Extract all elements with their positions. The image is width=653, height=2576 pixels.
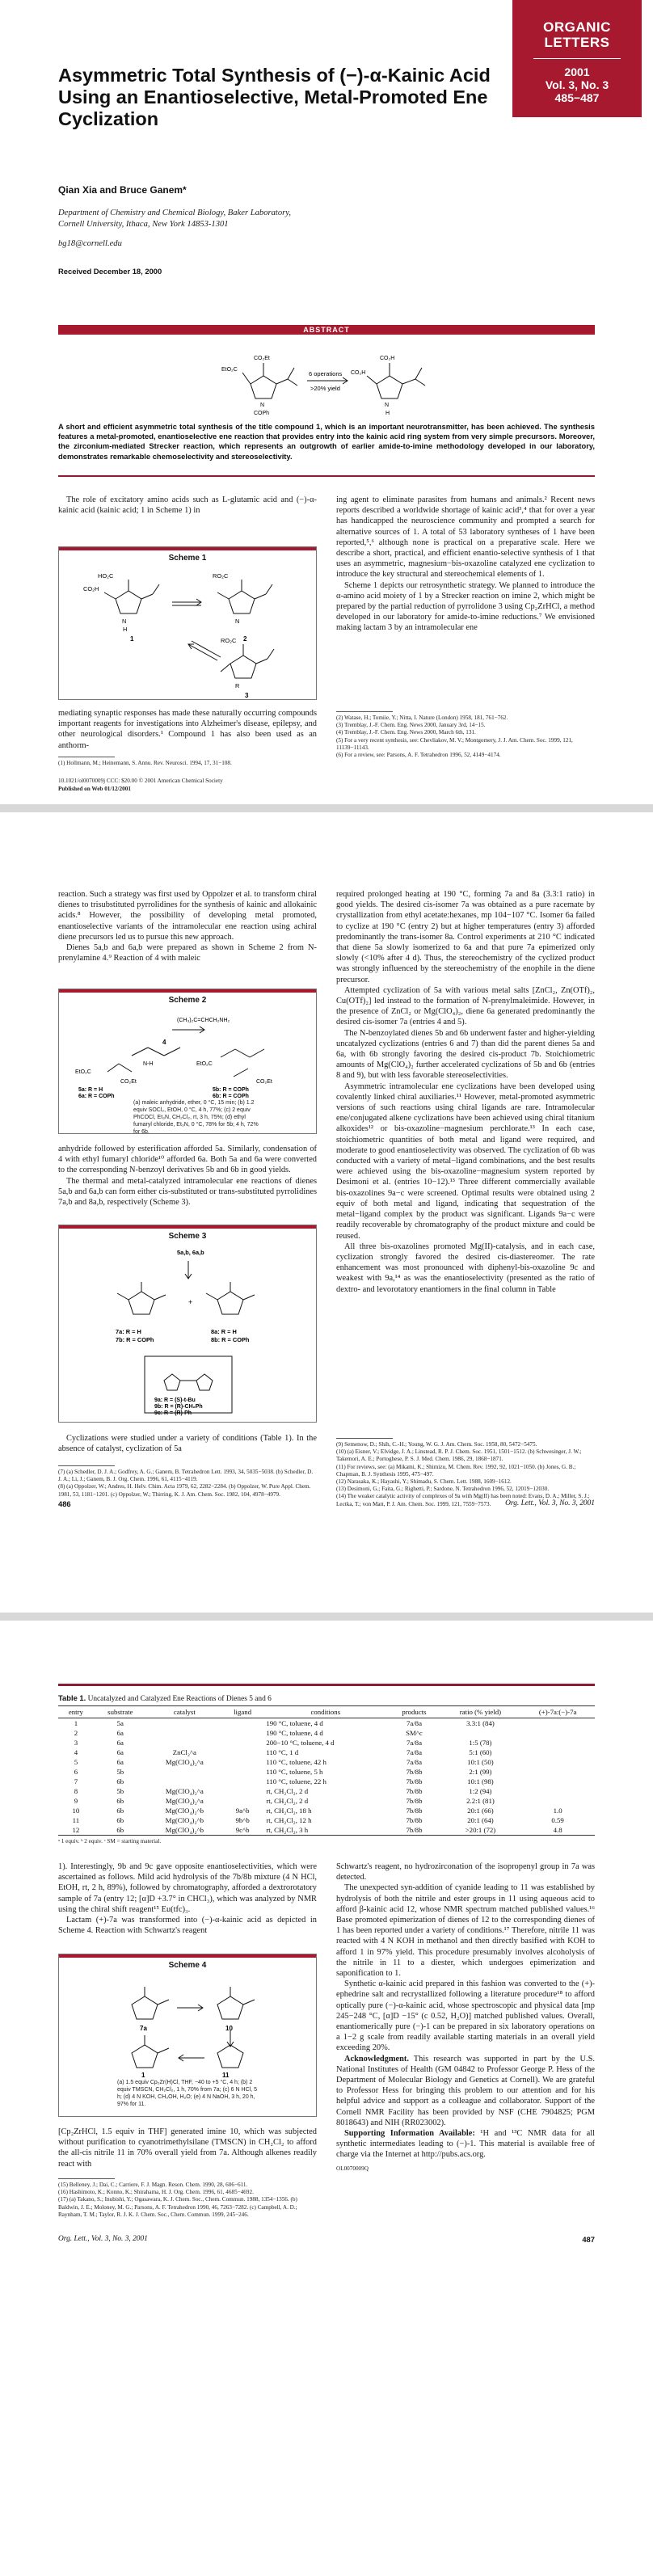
table-cell: 110 °C, toluene, 5 h bbox=[266, 1767, 323, 1776]
p2-right-para-5: All three bis-oxazolines promoted Mg(II)-catalysis, and in each case, cyclization strongly favored the desired cis-diastereomer. The rate enhancement was most pronounced with diphenyl-bis-oxazoline 9c and weakest with 9a,¹⁴ as was the enantioselectivity (presented as the ratio of dextro- and levorotatory enantiomers in the final column in Table bbox=[336, 1242, 595, 1294]
table-cell bbox=[222, 1767, 263, 1777]
scheme-4-label-11: 11 bbox=[222, 2072, 230, 2079]
scheme-4-structures bbox=[59, 1972, 318, 2077]
scheme-1-r: R bbox=[235, 682, 240, 689]
journal-brand-line2: LETTERS bbox=[544, 35, 610, 50]
table-row bbox=[58, 1767, 595, 1777]
page2-right-column bbox=[336, 889, 595, 1295]
page1-left-column-cont bbox=[58, 708, 317, 751]
table-row bbox=[58, 1825, 595, 1835]
page2-journal-footer bbox=[453, 1499, 595, 1507]
ack-text: This research was supported in part by the U.S. National Institutes of Health (GM 04842 to Professor George P. Hess of the Department of Molecular Biology and Genetics at Cornell). We are grateful to Professor Hess for bringing this problem to our attention and for his helpful advice and support as a colleague and collaborator. Support of the Cornell NMR Facility has been provided by NSF (CHE 7904825; PGM 8018643) and NIH (RR023002). bbox=[336, 2054, 595, 2127]
table-1-label: Table 1. bbox=[58, 1693, 86, 1702]
table-cell: 7b/8b bbox=[406, 1806, 423, 1815]
p2-left-para-5: Cyclizations were studied under a variety of conditions (Table 1). In the absence of catalyst, cyclization of 5a bbox=[58, 1434, 317, 1454]
journal-citation-footer: Org. Lett., Vol. 3, No. 3, 2001 bbox=[505, 1499, 595, 1507]
scheme-2-5b: 5b: R = COPh bbox=[213, 1087, 249, 1093]
table-cell: >20:1 (72) bbox=[465, 1825, 496, 1834]
table-cell bbox=[222, 1777, 263, 1786]
page3-left-column bbox=[58, 1861, 317, 1936]
table-cell bbox=[222, 1748, 263, 1757]
journal-volume-issue: Vol. 3, No. 3 bbox=[545, 78, 609, 91]
table-cell: Mg(ClO₄)₂^b bbox=[165, 1825, 204, 1834]
table-cell: 7b/8b bbox=[406, 1815, 423, 1824]
table-1-col-ratio: ratio (% yield) bbox=[440, 1706, 521, 1718]
table-cell bbox=[520, 1796, 595, 1806]
scheme-2-prenylamine: (CH₃)₂C=CHCH₂NH₂ bbox=[177, 1018, 230, 1023]
table-cell bbox=[147, 1718, 222, 1728]
scheme-1-h-left: H bbox=[123, 626, 128, 633]
author-email[interactable]: bg18@cornell.edu bbox=[58, 239, 122, 248]
table-1-col-products: products bbox=[388, 1706, 440, 1718]
table-cell: 6 bbox=[74, 1767, 78, 1776]
intro-paragraph-2: mediating synaptic responses has made these naturally occurring compounds important reagents for investigations into Alzheimer's disease, epilepsy, and other neurological disorders.¹ Compound 1 has also been used as an anthorm- bbox=[58, 709, 317, 750]
table-cell: Mg(ClO₄)₂^a bbox=[165, 1757, 204, 1766]
footnote-15: (15) Belleney, J.; Dai, C.; Carriere, F. J. Magn. Reson. Chem. 1990, 28, 606−611. bbox=[58, 2182, 248, 2188]
abstract-heading: ABSTRACT bbox=[58, 325, 595, 335]
p2-left-para-3: anhydride followed by esterification afforded 5a. Similarly, condensation of 4 with ethyl fumaryl chloride¹⁰ afforded 6a. Both 5a and 6a were converted to the corresponding N-benzoyl derivatives 5b and 6b in good yields. bbox=[58, 1145, 317, 1175]
scheme-4-label-10: 10 bbox=[225, 2025, 233, 2032]
footnote-8: (8) (a) Oppolzer, W.; Andres, H. Helv. Chim. Acta 1979, 62, 2282−2284. (b) Oppolzer, W. Pure Appl. Chem. 1981, 53, 1181−1201. (c) Oppolzer, W.; Thirring, K. J. Am. Chem. Soc. 1982, 104, 4978−4979. bbox=[58, 1483, 311, 1498]
received-date: Received December 18, 2000 bbox=[58, 267, 162, 276]
page3-number bbox=[485, 2235, 595, 2245]
table-cell: 110 °C, toluene, 42 h bbox=[266, 1757, 326, 1766]
table-cell: 190 °C, toluene, 4 d bbox=[266, 1718, 323, 1727]
table-cell: 8 bbox=[74, 1786, 78, 1795]
table-cell: 3 bbox=[74, 1738, 78, 1747]
journal-citation-footer-p3: Org. Lett., Vol. 3, No. 3, 2001 bbox=[58, 2235, 148, 2243]
footnote-10: (10) (a) Eisner, V.; Elvidge, J. A.; Linstead, R. P. J. Chem. Soc. 1951, 1501−1512. (b) Schwesinger, J. W.; Takemori, A. E.; Portoghese, P. S. J. Med. Chem. 1986, 29, 1868−1871. bbox=[336, 1448, 582, 1463]
page2-number bbox=[58, 1499, 71, 1509]
table-1-caption bbox=[58, 1693, 595, 1703]
scheme-1-n-right: N bbox=[235, 618, 240, 625]
table-cell: rt, CH₂Cl₂, 3 h bbox=[266, 1825, 309, 1834]
table-1-caption-text: Uncatalyzed and Catalyzed Ene Reactions of Dienes 5 and 6 bbox=[87, 1695, 272, 1703]
page1-right-column bbox=[336, 495, 595, 634]
table-cell: 7a/8a bbox=[406, 1748, 422, 1756]
scheme-4-conditions: (a) 1.5 equiv Cp₂Zr(H)Cl, THF, −40 to +5 °C, 4 h; (b) 2 equiv TMSCN, CH₂Cl₂, 1 h, 70% from 7a; (c) 6 N HCl, 5 h; (d) 4 N KOH, CH₃OH, H₂O; (e) 4 N NaOH, 3 h, 20 h, 97% for 11. bbox=[117, 2080, 257, 2107]
scheme-2-structures bbox=[59, 1007, 318, 1099]
table-1-grid bbox=[58, 1706, 595, 1835]
scheme-2-top-bar bbox=[59, 989, 316, 993]
affiliation-line2: Cornell University, Ithaca, New York 14853-1301 bbox=[58, 220, 229, 229]
scheme-3-top-bar bbox=[59, 1225, 316, 1229]
footnote-7: (7) (a) Schedler, D. J. A.; Godfrey, A. G.; Ganem, B. Tetrahedron Lett. 1993, 34, 5035−5038. (b) Schedler, D. J. A.; Li, J.; Ganem, B. J. Org. Chem. 1996, 61, 4115−4119. bbox=[58, 1469, 314, 1483]
page-487 bbox=[0, 1621, 653, 2576]
table-cell bbox=[147, 1767, 222, 1777]
footnote-6: (6) For a review, see: Parsons, A. F. Tetrahedron 1996, 52, 4149−4174. bbox=[336, 752, 501, 759]
p2-left-para-2: Dienes 5a,b and 6a,b were prepared as shown in Scheme 2 from N-prenylamine 4.⁹ Reaction of 4 with maleic bbox=[58, 943, 317, 963]
table-cell bbox=[520, 1748, 595, 1757]
scheme-1-ro2c-top: RO₂C bbox=[213, 572, 229, 580]
abstract-left-cophe: COPh bbox=[254, 411, 270, 416]
table-cell: rt, CH₂Cl₂, 2 d bbox=[266, 1786, 309, 1795]
table-cell bbox=[520, 1738, 595, 1748]
table-cell: 5 bbox=[74, 1757, 78, 1766]
table-cell: 6b bbox=[116, 1806, 124, 1815]
table-cell: 2 bbox=[74, 1728, 78, 1737]
table-cell: 9b^b bbox=[235, 1815, 250, 1824]
scheme-2-co2et-right: CO₂Et bbox=[256, 1079, 272, 1085]
scheme-3-8a: 8a: R = H bbox=[211, 1328, 237, 1335]
table-cell: Mg(ClO₄)₂^a bbox=[165, 1796, 204, 1805]
p2-footnote-rule-left bbox=[58, 1465, 115, 1466]
page2-left-column bbox=[58, 889, 317, 963]
table-cell: 6b bbox=[116, 1825, 124, 1834]
table-1-col-catalyst: catalyst bbox=[147, 1706, 222, 1718]
page-486 bbox=[0, 812, 653, 1613]
abstract-right-n: N bbox=[385, 403, 390, 408]
table-cell: ZnCl₂^a bbox=[172, 1748, 196, 1756]
page3-right-column bbox=[336, 1861, 595, 2173]
table-cell: 6a bbox=[116, 1728, 124, 1737]
table-cell: 3.3:1 (84) bbox=[466, 1718, 495, 1727]
footnote-13: (13) Desimoni, G.; Faita, G.; Righetti, P.; Sardone, N. Tetrahedron 1996, 52, 12019−12030. bbox=[336, 1486, 550, 1493]
scheme-2-eto2c-right: EtO₂C bbox=[196, 1061, 213, 1067]
badge-divider bbox=[533, 58, 621, 59]
abstract-graphic bbox=[218, 344, 444, 416]
footnote-rule-right bbox=[336, 711, 393, 712]
table-cell: 9 bbox=[74, 1796, 78, 1805]
abstract-arrow-bottom: >20% yield bbox=[310, 385, 340, 392]
article-id: OL0070009Q bbox=[336, 2165, 369, 2172]
table-1-col-enantio: (+)-7a:(−)-7a bbox=[520, 1706, 595, 1718]
table-row bbox=[58, 1796, 595, 1806]
table-cell: 6b bbox=[116, 1815, 124, 1824]
p3-footnote-rule-left bbox=[58, 2178, 115, 2179]
table-cell: rt, CH₂Cl₂, 12 h bbox=[266, 1815, 312, 1824]
table-cell: 5:1 (60) bbox=[469, 1748, 492, 1756]
table-cell: 110 °C, 1 d bbox=[266, 1748, 299, 1756]
table-1-col-entry: entry bbox=[58, 1706, 94, 1718]
table-cell: 7 bbox=[74, 1777, 78, 1785]
table-row bbox=[58, 1757, 595, 1767]
abstract-left-n: N bbox=[260, 403, 265, 408]
abstract-arrow-top: 6 operations bbox=[309, 370, 343, 377]
page1-left-column bbox=[58, 495, 317, 516]
p3-left-para-3: [Cp₂ZrHCl, 1.5 equiv in THF] generated imine 10, which was subjected without purification to cyanotrimethylsilane (TMSCN) in CH₂Cl₂ to afford the all-cis nitrile 11 in 70% overall yield from 7a. Although alkenes readily react with bbox=[58, 2127, 317, 2169]
table-cell: 2:1 (99) bbox=[469, 1767, 492, 1776]
p3-right-para-1: Schwartz's reagent, no hydrozirconation of the isopropenyl group in 7a was detected. bbox=[336, 1862, 595, 1882]
scheme-2-6b: 6b: R = COPh bbox=[213, 1094, 249, 1099]
footnote-9: (9) Semenow, D.; Shih, C.-H.; Young, W. G. J. Am. Chem. Soc. 1958, 80, 5472−5475. bbox=[336, 1441, 537, 1448]
table-cell bbox=[520, 1757, 595, 1767]
table-cell bbox=[147, 1728, 222, 1738]
table-cell bbox=[222, 1796, 263, 1806]
scheme-2-nh: N-H bbox=[143, 1061, 154, 1067]
table-cell: 6a bbox=[116, 1748, 124, 1756]
table-cell: 10:1 (98) bbox=[467, 1777, 494, 1785]
scheme-3-9b: 9b: R = (R)-CH₂Ph bbox=[154, 1404, 203, 1410]
table-row bbox=[58, 1815, 595, 1825]
scheme-2-title: Scheme 2 bbox=[168, 996, 207, 1005]
table-cell: 6a bbox=[116, 1738, 124, 1747]
footnote-2: (2) Watase, H.; Tomiie, Y.; Nitta, I. Nature (London) 1958, 181, 761−762. bbox=[336, 715, 508, 721]
scheme-1-structures bbox=[59, 567, 318, 701]
page2-footnotes-left bbox=[58, 1469, 317, 1499]
table-cell: 7a/8a bbox=[406, 1738, 422, 1747]
journal-pages: 485−487 bbox=[554, 91, 600, 104]
p2-left-para-4: The thermal and metal-catalyzed intramolecular ene reactions of dienes 5a,b and 6a,b can form either cis-substituted or trans-substituted pyrrolidines 7a,b and 8a,b, respectively (Scheme 3). bbox=[58, 1176, 317, 1208]
table-cell bbox=[520, 1777, 595, 1786]
table-cell: 7b/8b bbox=[406, 1796, 423, 1805]
table-cell: SM^c bbox=[406, 1728, 423, 1737]
page-number-487: 487 bbox=[582, 2235, 595, 2244]
scheme-3-8b: 8b: R = COPh bbox=[211, 1336, 250, 1343]
scheme-3-starting: 5a,b, 6a,b bbox=[177, 1249, 204, 1256]
table-cell: 7a/8a bbox=[406, 1718, 422, 1727]
scheme-3-9a: 9a: R = (S)-t-Bu bbox=[154, 1398, 196, 1403]
p2-right-para-4: Asymmetric intramolecular ene cyclizations have been developed using covalently linked chiral auxiliaries.¹¹ However, metal-promoted asymmetric versions of such reactions using chiral ligands are rare. Intramolecular ene/conjugated alkene cyclizations have been achieved using chiral titanium alkoxides¹² or bis-oxazoline−magnesium perchlorate.¹³ In each case, stoichiometric quantities of both metal and ligand were required, and moderate to good enantioselectivity was observed. The cyclization of 6b was conducted with a variety of metal−ligand combinations, and the best results were achieved using the bis-oxazoline−magnesium system reported by Desimoni et al. (entries 10−12).¹³ Three different commercially available bis-oxazolines 9a−c were screened. Optimal results were obtained using 2 equiv of both metal and ligand, indicating that sequestration of the metal−ligand complex by the product was significant. Ligands 9a−c were readily recoverable by chromatography of the product mixture and could be reused. bbox=[336, 1081, 595, 1241]
p2-right-para-3: The N-benzoylated dienes 5b and 6b underwent faster and higher-yielding uncatalyzed cyclizations (entries 6 and 7) than did the parent dienes 5a and 6a, with 6b strongly favoring the desired cis-product 7b. Stoichiometric amounts of Mg(ClO₄)₂ further accelerated cyclizations of 5b and 6b (entries 8 and 9), but with less favorable stereoselectivities. bbox=[336, 1028, 595, 1081]
scheme-2-conditions: (a) maleic anhydride, ether, 0 °C, 15 min; (b) 1.2 equiv SOCl₂, EtOH, 0 °C, 4 h, 77%; (c) 2 equiv PhCOCl, Et₃N, CH₂Cl₂, rt, 3 h, 75%; (d) ethyl fumaryl chloride, Et₃N, 0 °C, 78% for 5b; 4 h, 72% for 6b. bbox=[133, 1100, 259, 1135]
affiliation-line1: Department of Chemistry and Chemical Biology, Baker Laboratory, bbox=[58, 209, 292, 217]
abstract-bottom-rule bbox=[58, 475, 595, 477]
scheme-3-structures bbox=[59, 1243, 318, 1423]
table-cell bbox=[222, 1738, 263, 1748]
table-cell: 5a bbox=[116, 1718, 124, 1727]
si-text: ¹H and ¹³C NMR data for all synthetic intermediates leading to (−)-1. This material is available free of charge via the Internet at http://pubs.acs.org. bbox=[336, 2129, 595, 2160]
scheme-1-ho2c: HO₂C bbox=[98, 572, 114, 580]
table-cell bbox=[147, 1777, 222, 1786]
article-title: Asymmetric Total Synthesis of (−)-α-Kainic Acid Using an Enantioselective, Metal-Promoted Ene Cyclization bbox=[58, 65, 491, 129]
table-cell bbox=[222, 1718, 263, 1728]
table-cell: 0.59 bbox=[551, 1815, 564, 1824]
table-cell bbox=[440, 1728, 521, 1738]
table-cell: 11 bbox=[72, 1815, 80, 1824]
p3-supporting-info bbox=[336, 2128, 595, 2161]
table-1-bottom-rule bbox=[58, 1835, 595, 1836]
table-row bbox=[58, 1728, 595, 1738]
scheme-3-7a: 7a: R = H bbox=[116, 1328, 141, 1335]
si-heading: Supporting Information Available: bbox=[344, 2129, 475, 2139]
page3-footnotes-left bbox=[58, 2182, 317, 2219]
table-cell: 190 °C, toluene, 4 d bbox=[266, 1728, 323, 1737]
table-cell: 6a bbox=[116, 1757, 124, 1766]
table-row bbox=[58, 1777, 595, 1786]
scheme-3-plus: + bbox=[188, 1298, 193, 1306]
page-gap-1 bbox=[0, 804, 653, 812]
table-cell bbox=[520, 1786, 595, 1796]
table-cell: Mg(ClO₄)₂^b bbox=[165, 1815, 204, 1824]
journal-badge[interactable] bbox=[512, 0, 642, 117]
intro-paragraph-1: The role of excitatory amino acids such as L-glutamic acid and (−)-α-kainic acid (kainic acid; 1 in Scheme 1) in bbox=[58, 495, 317, 516]
table-cell: 20:1 (64) bbox=[467, 1815, 494, 1824]
published-line: Published on Web 01/12/2001 bbox=[58, 786, 131, 792]
scheme-3-7b: 7b: R = COPh bbox=[116, 1336, 154, 1343]
table-cell: 2.2:1 (81) bbox=[466, 1796, 495, 1805]
table-1-col-substrate: substrate bbox=[94, 1706, 147, 1718]
scheme-1-title: Scheme 1 bbox=[168, 554, 207, 563]
page1-footnotes-right bbox=[336, 715, 595, 759]
scheme-3 bbox=[58, 1225, 317, 1423]
scheme-2-eto2c-left: EtO₂C bbox=[75, 1069, 91, 1075]
scheme-1-label-3: 3 bbox=[245, 692, 249, 699]
footnote-12: (12) Narasaka, K.; Hayashi, Y.; Shimadu, S. Chem. Lett. 1988, 1609−1612. bbox=[336, 1478, 512, 1486]
table-1-col-conditions: conditions bbox=[263, 1706, 388, 1718]
abstract-right-co2h: CO₂H bbox=[351, 370, 366, 376]
table-cell: 6b bbox=[116, 1777, 124, 1785]
footnote-1: (1) Hollmann, M.; Heinemann, S. Annu. Rev. Neurosci. 1994, 17, 31−108. bbox=[58, 760, 232, 766]
footnote-5: (5) For a very recent synthesis, see: Chevliakov, M. V.; Montgomery, J. J. Am. Chem. Soc. 1999, 121, 11139−11143. bbox=[336, 736, 573, 751]
table-cell: Mg(ClO₄)₂^b bbox=[165, 1806, 204, 1815]
table-cell bbox=[520, 1728, 595, 1738]
page3-journal-footer bbox=[58, 2235, 148, 2243]
table-1-footnote: ᵃ 1 equiv. ᵇ 2 equiv. ᶜ SM = starting material. bbox=[58, 1837, 162, 1845]
scheme-3-9c: 9c: R = (R)-Ph bbox=[154, 1410, 192, 1416]
ack-heading: Acknowledgment. bbox=[344, 2054, 409, 2064]
table-1-top-rule bbox=[58, 1684, 595, 1686]
table-row bbox=[58, 1806, 595, 1815]
footnote-17: (17) (a) Takano, S.; Inubishi, Y.; Ogasawara, K. J. Chem. Soc., Chem. Commun. 1988, 1354−1356. (b) Baldwin, J. E.; Moloney, M. G.; Parsons, A. F. Tetrahedron 1990, 46, 7263−7282. (c) Campbell, A. D.; Raynham, T. M.; Taylor, R. J. K. J. Chem. Soc., Chem. Commun. 1999, 245−246. bbox=[58, 2196, 297, 2218]
p3-right-para-2: The unexpected syn-addition of cyanide leading to 11 was established by hydrolysis of both the nitrile and ester groups in 11 using aqueous acid to afford β-kainic acid 12, whose NMR spectrum matched published values.¹⁶ Base promoted epimerization of dienes of 12 to the corresponding dienes of 1 has been reported under a variety of conditions.¹⁷ Therefore, nitrile 11 was reacted with 4 N KOH in methanol and then directly basified with KOH to afford 1 in 97% yield. This procedure presumably involves alcoholysis of the nitrile in 11 to a diester, which undergoes epimerization and saponification to 1. bbox=[336, 1883, 595, 1979]
table-cell: Mg(ClO₄)₂^a bbox=[165, 1786, 204, 1795]
journal-brand-line1: ORGANIC bbox=[543, 19, 611, 35]
scheme-1-ro2c-bottom: RO₂C bbox=[221, 637, 237, 644]
table-cell: 1.0 bbox=[553, 1806, 562, 1815]
footnote-14: (14) The weaker catalytic activity of complexes of 9a with Mg(II) has been noted: Evans, D. A.; Miller, S. J.; Lectka, T.; von Matt, P. J. Am. Chem. Soc. 1999, 121, 7559−7573. bbox=[336, 1493, 590, 1507]
footnote-4: (4) Tremblay, J.-F. Chem. Eng. News 2000, March 6th, 131. bbox=[336, 729, 476, 736]
right-paragraph-2: Scheme 1 depicts our retrosynthetic strategy. We planned to introduce the α-amino acid moiety of 1 by a Strecker reaction on imine 2, which might be prepared by the partial reduction of pyrrolidone 3 using Cp₂ZrHCl, a method developed in our laboratory for amide-to-imine reductions.⁷ We envisioned making lactam 3 by an intramolecular ene bbox=[336, 580, 595, 633]
p3-right-para-3: Synthetic α-kainic acid prepared in this fashion was converted to the (+)-ephedrine salt and recrystallized following a literature procedure¹⁸ to afford optically pure (−)-α-kainic acid, whose spectroscopic and physical data [mp 245−248 °C, [α]D −15° (c 0.52, H₂O)] matched published values. Overall, enantiomerically pure (−)-1 can be prepared in six laboratory operations on a 1−2 g scale from readily available starting materials in an overall yield exceeding 20%. bbox=[336, 1979, 595, 2053]
p3-left-para-2: Lactam (+)-7a was transformed into (−)-α-kainic acid as depicted in Scheme 4. Reaction with Schwartz's reagent bbox=[58, 1916, 317, 1936]
footnote-3: (3) Tremblay, J.-F. Chem. Eng. News 2000, January 3rd, 14−15. bbox=[336, 722, 486, 729]
table-cell: 12 bbox=[72, 1825, 80, 1834]
table-cell: 7b/8b bbox=[406, 1786, 423, 1795]
scheme-1 bbox=[58, 546, 317, 700]
scheme-4-label-7a: 7a bbox=[140, 2025, 147, 2032]
table-cell bbox=[147, 1738, 222, 1748]
scheme-2-co2et-left: CO₂Et bbox=[120, 1079, 137, 1085]
table-cell: 20:1 (66) bbox=[467, 1806, 494, 1815]
scheme-3-title: Scheme 3 bbox=[168, 1232, 207, 1241]
footnote-11: (11) For reviews, see: (a) Mikami, K.; Shimizu, M. Chem. Rev. 1992, 92, 1021−1050. (b) Jones, G. B.; Chapman, B. J. Synthesis 1995, 475−497. bbox=[336, 1463, 576, 1478]
p3-left-para-1: 1). Interestingly, 9b and 9c gave opposite enantioselectivities, which were ascertained as follows. Mild acid hydrolysis of the 7b/8b mixture (4 N HCl, EtOH, rt, 2 h, 89%), followed by chromatography, afforded a dextrorotatory sample of 7a (entry 12; [α]D +3.7° in CHCl₃), which was analyzed by NMR using the chiral shift reagent¹⁵ Eu(tfc)₃. bbox=[58, 1862, 317, 1914]
table-1-body bbox=[58, 1718, 595, 1835]
page2-footnotes-right bbox=[336, 1441, 595, 1508]
table-row bbox=[58, 1786, 595, 1796]
page3-left-column-cont bbox=[58, 2127, 317, 2169]
abstract-left-ester2: CO₂Et bbox=[254, 356, 270, 361]
table-cell bbox=[520, 1767, 595, 1777]
table-1-col-ligand: ligand bbox=[222, 1706, 263, 1718]
doi-line: 10.1021/ol0070009j CCC: $20.00 © 2001 American Chemical Society bbox=[58, 778, 223, 784]
page2-left-column-cont bbox=[58, 1144, 317, 1208]
p2-right-para-2: Attempted cyclization of 5a with various metal salts [ZnCl₂, Zn(OTf)₂, Cu(OTf)₂] led instead to the formation of N-prenylmaleimide. However, in the presence of ZnCl₂ or Mg(ClO₄)₂, diene 6a generated predominantly the desired cis-isomer 7a (entries 4 and 5). bbox=[336, 985, 595, 1027]
scheme-1-label-2: 2 bbox=[243, 635, 247, 643]
table-cell bbox=[222, 1786, 263, 1796]
table-cell: 10:1 (50) bbox=[467, 1757, 494, 1766]
scheme-1-top-bar bbox=[59, 547, 316, 550]
p2-footnote-rule-right bbox=[336, 1438, 393, 1439]
right-paragraph-1: ing agent to eliminate parasites from humans and animals.² Recent news reports described a worldwide shortage of kainic acid³,⁴ that for over a year has handicapped the neuroscience community and prompted a search for alternative sources of 1. A total of 53 laboratory syntheses of 1 have been reported,⁵,⁶ although none is practical on a preparative scale. Here we describe a short, practical, and efficient enantio-selective synthesis of 1 that uses an asymmetric, magnesium−bis-oxazoline catalyzed ene cyclization to introduce the key structural and stereochemical elements of 1. bbox=[336, 495, 595, 580]
scheme-2-6a: 6a: R = COPh bbox=[78, 1094, 115, 1099]
scheme-4-label-1: 1 bbox=[141, 2072, 145, 2079]
scheme-1-label-1: 1 bbox=[130, 635, 134, 643]
scheme-4 bbox=[58, 1954, 317, 2117]
table-cell: 7a/8a bbox=[406, 1757, 422, 1766]
table-cell: 4.8 bbox=[553, 1825, 562, 1834]
p2-left-para-1: reaction. Such a strategy was first used by Oppolzer et al. to transform chiral dienes to trisubstituted pyrrolidines for the synthesis of kainic and allokainic acids.⁸ However, the possibility of developing metal promoted, enantioselective variants of the intramolecular ene reaction using achiral diene precursors led us to pursue this new approach. bbox=[58, 890, 317, 942]
table-cell bbox=[520, 1718, 595, 1728]
table-row bbox=[58, 1738, 595, 1748]
table-cell: 7b/8b bbox=[406, 1767, 423, 1776]
table-cell: 6b bbox=[116, 1796, 124, 1805]
p3-acknowledgment bbox=[336, 2054, 595, 2128]
table-cell: 1:2 (94) bbox=[469, 1786, 492, 1795]
journal-year: 2001 bbox=[564, 65, 590, 78]
table-cell: 1:5 (78) bbox=[469, 1738, 492, 1747]
abstract-right-h: H bbox=[385, 411, 390, 416]
table-cell bbox=[222, 1728, 263, 1738]
footnote-16: (16) Hashimoto, K.; Konno, K.; Shirahama, H. J. Org. Chem. 1996, 61, 4685−4692. bbox=[58, 2189, 254, 2196]
table-row bbox=[58, 1748, 595, 1757]
abstract-left-ester: EtO₂C bbox=[221, 367, 238, 373]
table-cell: 1 bbox=[74, 1718, 78, 1727]
article-affiliation bbox=[58, 208, 478, 250]
table-cell: rt, CH₂Cl₂, 18 h bbox=[266, 1806, 312, 1815]
scheme-2-label-4: 4 bbox=[162, 1039, 166, 1046]
table-cell: 9a^b bbox=[235, 1806, 250, 1815]
table-cell: 5b bbox=[116, 1767, 124, 1776]
page-485 bbox=[0, 0, 653, 808]
table-cell: 5b bbox=[116, 1786, 124, 1795]
abstract-text: A short and efficient asymmetric total synthesis of the title compound 1, which is an important neurotransmitter, has been achieved. The synthesis features a metal-promoted, enantioselective ene reaction that provides entry into the kainic acid ring system from very simple precursors. Moreover, the zirconium-mediated Strecker reaction, which represents an outgrowth of earlier amide-to-imine methodology developed in our laboratory, demonstrates remarkable chemoselectivity and stereoselectivity. bbox=[58, 422, 595, 461]
table-1-header-row bbox=[58, 1706, 595, 1718]
article-authors: Qian Xia and Bruce Ganem* bbox=[58, 184, 187, 196]
table-cell: 200−10 °C, toluene, 4 d bbox=[266, 1738, 335, 1747]
table-cell: 7b/8b bbox=[406, 1777, 423, 1785]
page-gap-2 bbox=[0, 1613, 653, 1621]
scheme-2-5a: 5a: R = H bbox=[78, 1087, 103, 1093]
scheme-2 bbox=[58, 989, 317, 1134]
scheme-4-top-bar bbox=[59, 1954, 316, 1958]
table-1 bbox=[58, 1693, 595, 1845]
table-cell bbox=[222, 1757, 263, 1767]
table-cell: rt, CH₂Cl₂, 2 d bbox=[266, 1796, 309, 1805]
scheme-4-title: Scheme 4 bbox=[168, 1961, 207, 1970]
page-number-486: 486 bbox=[58, 1499, 71, 1508]
page2-left-column-end bbox=[58, 1433, 317, 1454]
abstract-right-acid: CO₂H bbox=[380, 356, 395, 361]
table-cell: 4 bbox=[74, 1748, 78, 1756]
scheme-1-n-left: N bbox=[122, 618, 127, 625]
table-cell: 9c^b bbox=[235, 1825, 250, 1834]
p2-right-para-1: required prolonged heating at 190 °C, forming 7a and 8a (3.3:1 ratio) in good yields. The desired cis-isomer 7a was obtained as a pure racemate by crystallization from ethyl acetate:hexanes, mp 104−107 °C. Isomer 6a failed to cyclize at 190 °C (entry 2) but at higher temperatures (entry 3) afforded predominantly the trans-isomer 8a. Control experiments at 210 °C indicated that diene 5a slowly isomerized to 6a and that pure 7a epimerized only slowly (<10% after 4 d). Thus, the stereochemistry of the cyclized product was strongly influenced by the stereochemistry of the enophile in the diene precursor. bbox=[336, 890, 595, 984]
scheme-1-co2h-left: CO₂H bbox=[83, 585, 99, 592]
table-cell: 110 °C, toluene, 22 h bbox=[266, 1777, 326, 1785]
table-row bbox=[58, 1718, 595, 1728]
table-cell: 10 bbox=[72, 1806, 80, 1815]
table-cell: 7b/8b bbox=[406, 1825, 423, 1834]
